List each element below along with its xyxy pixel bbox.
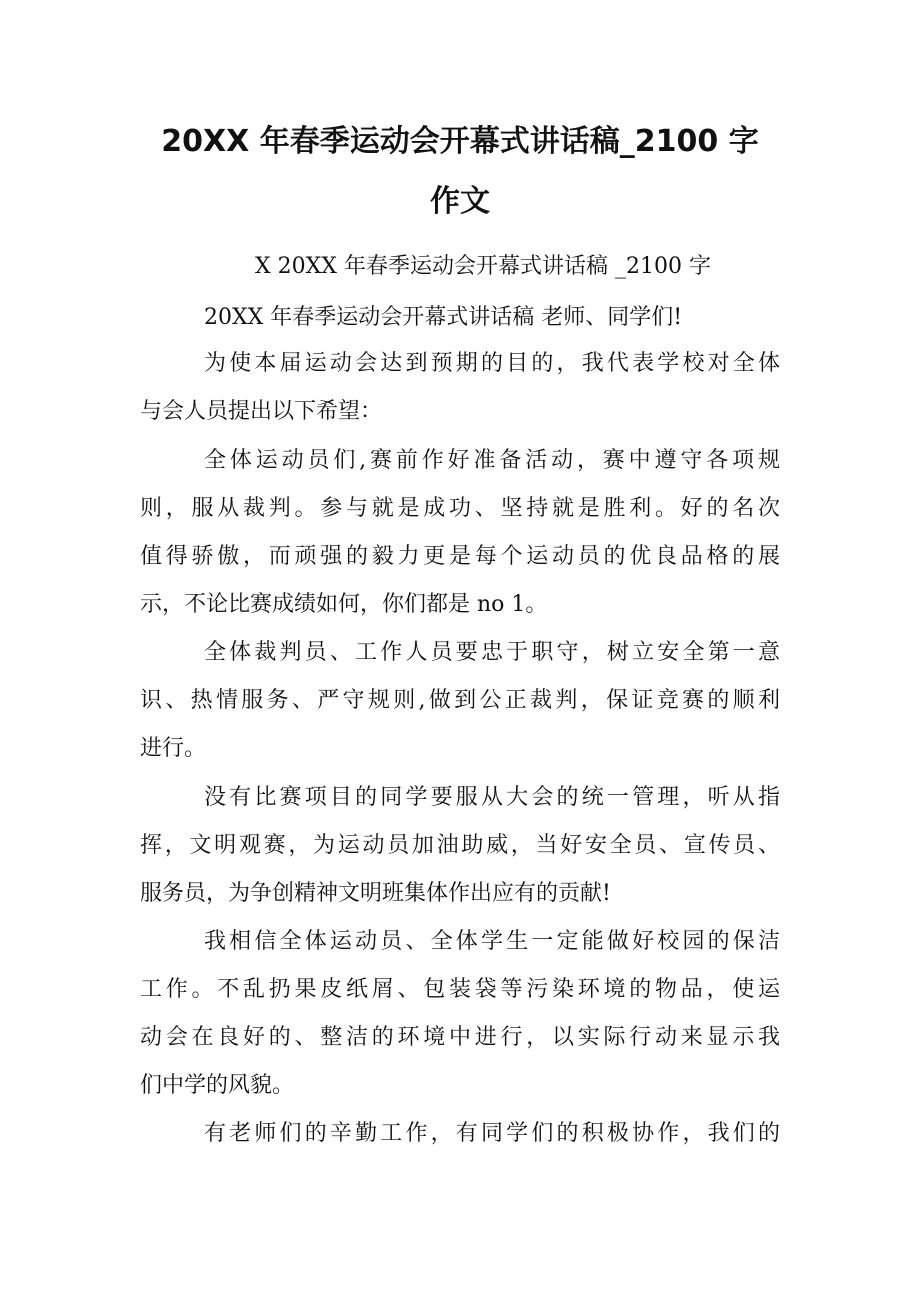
paragraph-line: 我相信全体运动员、全体学生一定能做好校园的保洁 (204, 929, 780, 954)
paragraph-line: 全体运动员们,赛前作好准备活动，赛中遵守各项规 (204, 448, 780, 473)
paragraph-line: 示，不论比赛成绩如何，你们都是 no 1。 (140, 592, 548, 617)
paragraph-line: 则，服从裁判。参与就是成功、坚持就是胜利。好的名次 (140, 496, 780, 521)
paragraph-line: 有老师们的辛勤工作，有同学们的积极协作，我们的 (204, 1121, 780, 1146)
document-title-line-1: 20XX 年春季运动会开幕式讲话稿_2100 字 (161, 124, 759, 159)
paragraph-line: 值得骄傲，而顽强的毅力更是每个运动员的优良品格的展 (140, 544, 780, 569)
greeting-line: 20XX 年春季运动会开幕式讲话稿 老师、同学们! (204, 305, 683, 330)
paragraph-line: 为使本届运动会达到预期的目的，我代表学校对全体 (204, 351, 780, 376)
paragraph-line: 工作。不乱扔果皮纸屑、包装袋等污染环境的物品，使运 (140, 977, 780, 1002)
paragraph-line: 进行。 (140, 736, 207, 761)
paragraph-line: 们中学的风貌。 (140, 1073, 295, 1098)
paragraph-line: 识、热情服务、严守规则,做到公正裁判，保证竞赛的顺利 (140, 688, 780, 713)
paragraph-line: 与会人员提出以下希望： (140, 399, 383, 424)
paragraph-line: 全体裁判员、工作人员要忠于职守，树立安全第一意 (204, 640, 780, 665)
subtitle-line: X 20XX 年春季运动会开幕式讲话稿 _2100 字 (255, 254, 711, 279)
paragraph-line: 服务员，为争创精神文明班集体作出应有的贡献! (140, 881, 611, 906)
paragraph-line: 挥，文明观赛，为运动员加油助威，当好安全员、宣传员、 (140, 833, 780, 858)
document-title-line-2: 作文 (430, 184, 490, 219)
paragraph-line: 没有比赛项目的同学要服从大会的统一管理，听从指 (204, 785, 780, 810)
paragraph-line: 动会在良好的、整洁的环境中进行，以实际行动来显示我 (140, 1025, 780, 1050)
